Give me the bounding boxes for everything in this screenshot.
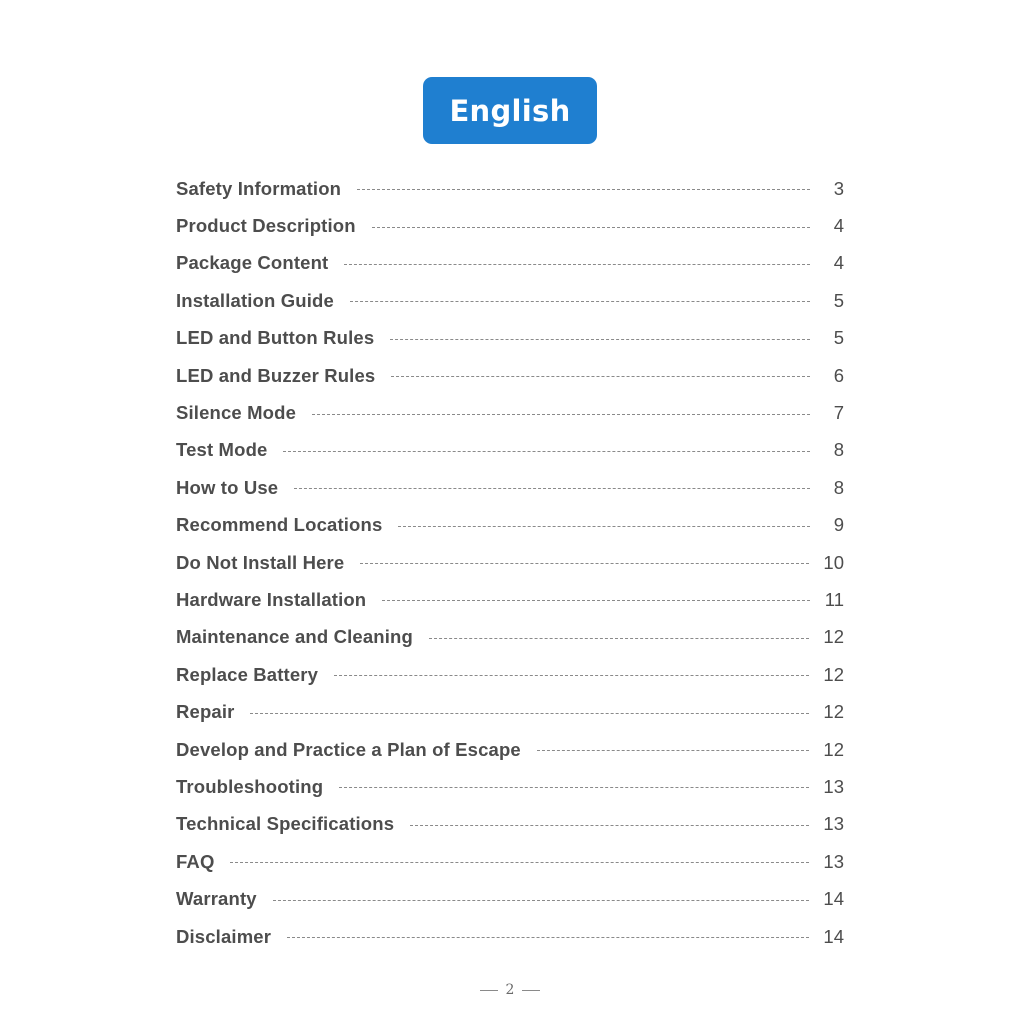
page-footer [0, 982, 1020, 998]
toc-entry-page: 4 [833, 252, 844, 274]
toc-entry-page: 8 [833, 476, 844, 498]
toc-entry[interactable] [176, 320, 844, 357]
toc-entry[interactable] [176, 731, 844, 768]
toc-entry-title: Replace Battery [176, 663, 319, 685]
toc-entry-page: 3 [833, 177, 844, 199]
toc-entry-title: LED and Button Rules [176, 327, 375, 349]
toc-entry[interactable] [176, 170, 844, 207]
toc-entry[interactable] [176, 357, 844, 394]
toc-dot-leader [429, 638, 809, 639]
toc-dot-leader [250, 713, 809, 714]
toc-dot-leader [339, 787, 809, 788]
toc-entry-title: Disclaimer [176, 925, 272, 947]
toc-dot-leader [372, 227, 810, 228]
toc-entry[interactable] [176, 507, 844, 544]
toc-entry[interactable] [176, 619, 844, 656]
toc-entry-title: Installation Guide [176, 289, 334, 311]
toc-entry-title: Product Description [176, 215, 356, 237]
toc-entry[interactable] [176, 656, 844, 693]
toc-entry-title: Silence Mode [176, 402, 297, 424]
toc-entry-title: Recommend Locations [176, 514, 383, 536]
footer-dash-left [480, 990, 498, 991]
toc-entry-title: Warranty [176, 888, 257, 910]
toc-entry-page: 7 [833, 402, 844, 424]
toc-dot-leader [294, 488, 810, 489]
toc-entry[interactable] [176, 768, 844, 805]
toc-entry-page: 10 [823, 551, 844, 573]
toc-entry-page: 6 [833, 364, 844, 386]
toc-dot-leader [382, 600, 810, 601]
toc-dot-leader [283, 451, 810, 452]
toc-entry-page: 13 [823, 813, 844, 835]
toc-entry-page: 11 [824, 588, 844, 610]
toc-entry-title: Troubleshooting [176, 775, 324, 797]
footer-dash-right [522, 990, 540, 991]
toc-entry-title: LED and Buzzer Rules [176, 364, 376, 386]
toc-entry-title: Do Not Install Here [176, 551, 345, 573]
toc-dot-leader [537, 750, 810, 751]
toc-entry[interactable] [176, 843, 844, 880]
toc-entry-title: Test Mode [176, 439, 268, 461]
toc-entry[interactable] [176, 544, 844, 581]
toc-dot-leader [410, 825, 809, 826]
toc-entry[interactable] [176, 693, 844, 730]
language-badge [423, 77, 597, 144]
table-of-contents [176, 170, 844, 955]
toc-entry-page: 13 [823, 850, 844, 872]
toc-entry-title: How to Use [176, 476, 279, 498]
toc-entry-page: 12 [823, 626, 844, 648]
toc-dot-leader [398, 526, 810, 527]
toc-entry[interactable] [176, 806, 844, 843]
toc-entry-title: Maintenance and Cleaning [176, 626, 413, 648]
toc-dot-leader [360, 563, 809, 564]
toc-entry[interactable] [176, 245, 844, 282]
toc-dot-leader [357, 189, 810, 190]
toc-dot-leader [230, 862, 809, 863]
toc-entry[interactable] [176, 394, 844, 431]
toc-dot-leader [312, 414, 810, 415]
toc-entry-page: 12 [823, 738, 844, 760]
toc-entry-page: 5 [833, 327, 844, 349]
toc-entry-page: 5 [833, 289, 844, 311]
toc-entry-page: 13 [823, 775, 844, 797]
toc-dot-leader [344, 264, 810, 265]
toc-entry[interactable] [176, 282, 844, 319]
toc-entry-title: Repair [176, 701, 235, 723]
toc-dot-leader [350, 301, 810, 302]
toc-entry-title: Hardware Installation [176, 588, 367, 610]
toc-entry[interactable] [176, 207, 844, 244]
toc-dot-leader [273, 900, 810, 901]
toc-entry[interactable] [176, 581, 844, 618]
toc-dot-leader [334, 675, 809, 676]
toc-entry[interactable] [176, 880, 844, 917]
toc-entry[interactable] [176, 469, 844, 506]
toc-dot-leader [391, 376, 810, 377]
language-label: English [449, 93, 571, 128]
toc-entry-page: 12 [823, 663, 844, 685]
toc-entry-page: 8 [833, 439, 844, 461]
toc-entry-page: 14 [823, 888, 844, 910]
toc-entry-title: Package Content [176, 252, 329, 274]
page-number: 2 [505, 982, 515, 998]
toc-dot-leader [287, 937, 809, 938]
toc-entry-title: FAQ [176, 850, 215, 872]
toc-entry-page: 14 [823, 925, 844, 947]
toc-entry-page: 4 [833, 215, 844, 237]
toc-entry[interactable] [176, 432, 844, 469]
toc-entry-title: Develop and Practice a Plan of Escape [176, 738, 521, 760]
toc-entry-page: 12 [823, 701, 844, 723]
toc-entry-page: 9 [833, 514, 844, 536]
toc-entry-title: Safety Information [176, 177, 342, 199]
toc-entry-title: Technical Specifications [176, 813, 395, 835]
toc-entry[interactable] [176, 918, 844, 955]
toc-dot-leader [390, 339, 810, 340]
